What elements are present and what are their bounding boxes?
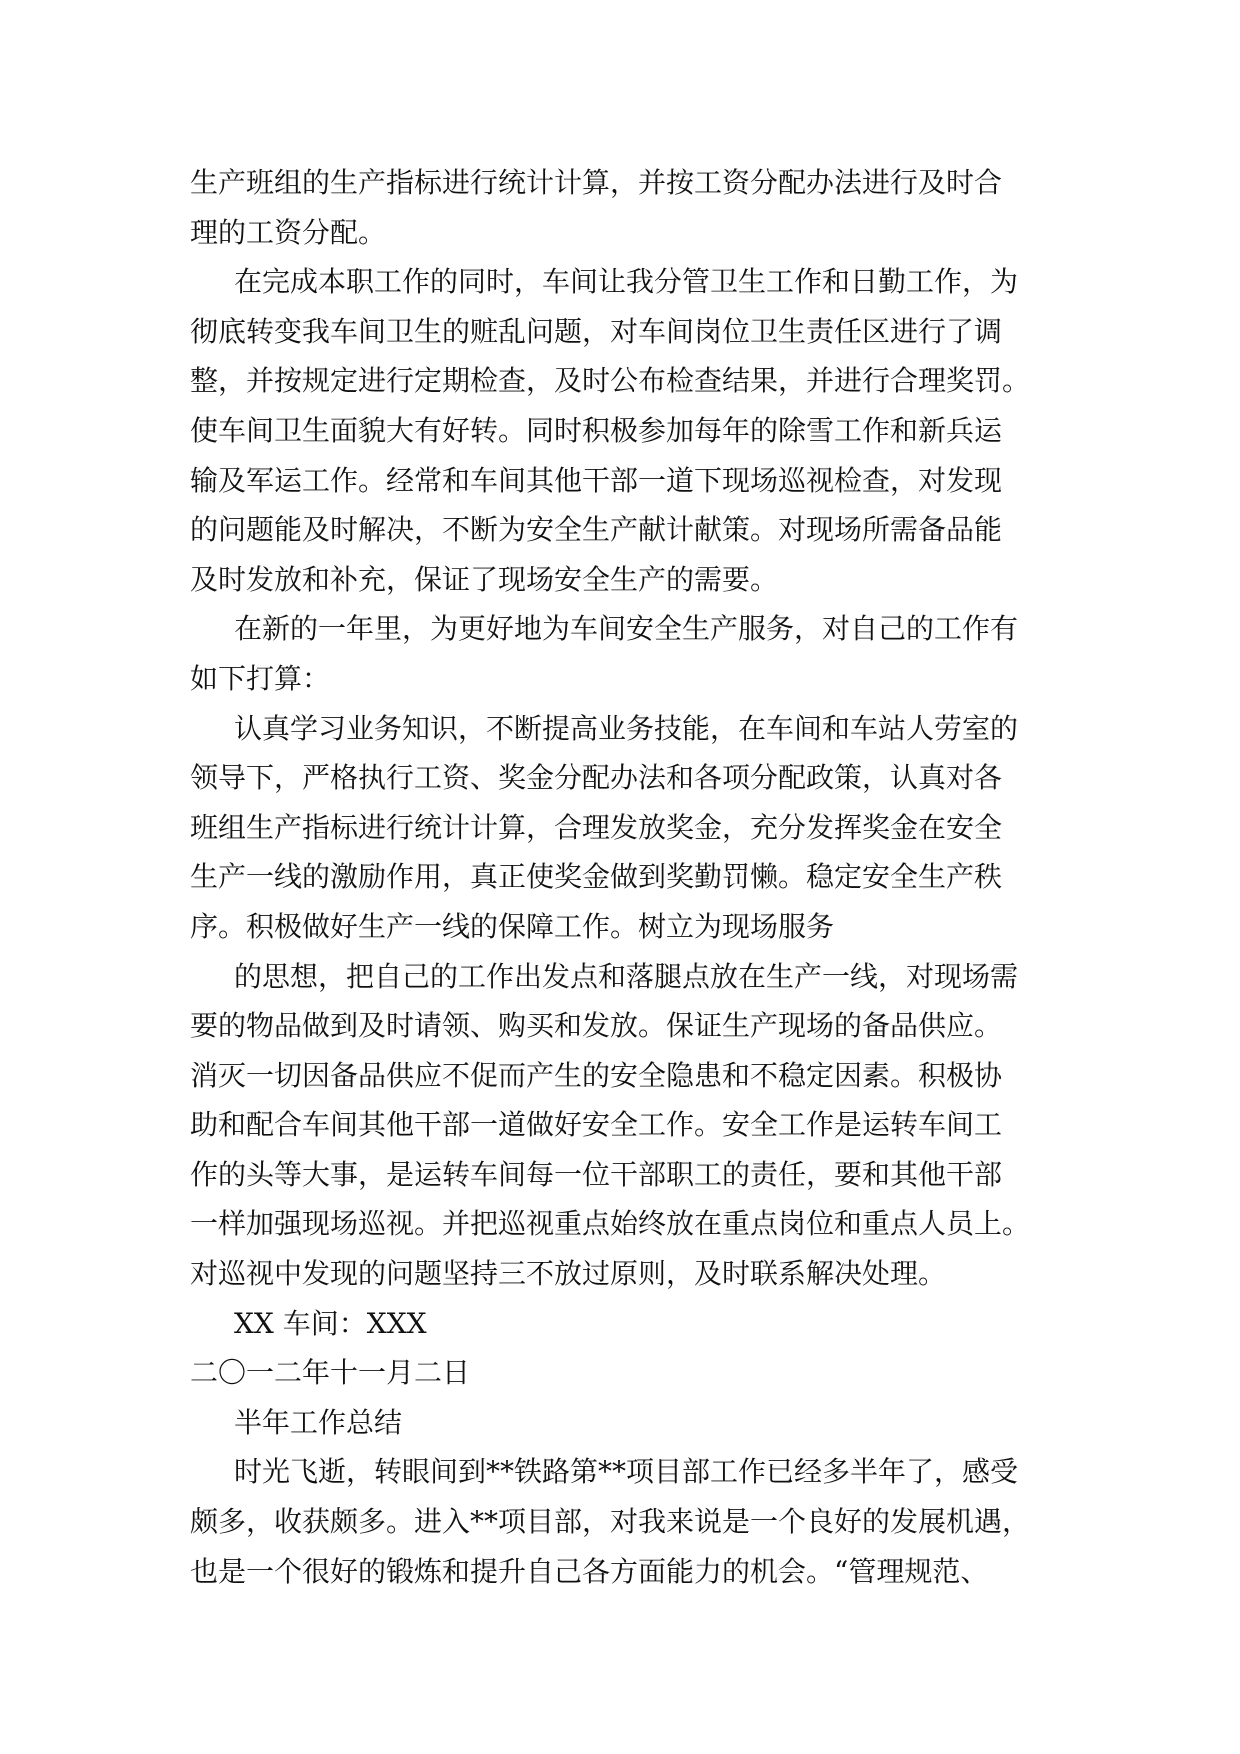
text-line: 时光飞逝，转眼间到**铁路第**项目部工作已经多半年了，感受 bbox=[234, 1455, 1019, 1489]
text-line: 在新的一年里，为更好地为车间安全生产服务，对自己的工作有 bbox=[234, 612, 1019, 646]
text-line: 颇多，收获颇多。进入**项目部，对我来说是一个良好的发展机遇， bbox=[190, 1505, 1031, 1539]
text-line: 生产一线的激励作用，真正使奖金做到奖勤罚懒。稳定安全生产秩 bbox=[190, 860, 1003, 894]
text-line: 在完成本职工作的同时，车间让我分管卫生工作和日勤工作，为 bbox=[234, 265, 1019, 299]
text-line: 要的物品做到及时请领、购买和发放。保证生产现场的备品供应。 bbox=[190, 1009, 1003, 1043]
text-line: 彻底转变我车间卫生的赃乱问题，对车间岗位卫生责任区进行了调 bbox=[190, 314, 1003, 348]
text-line: 使车间卫生面貌大有好转。同时积极参加每年的除雪工作和新兵运 bbox=[190, 413, 1003, 447]
text-line: 认真学习业务知识，不断提高业务技能，在车间和车站人劳室的 bbox=[234, 711, 1019, 745]
text-line: 生产班组的生产指标进行统计计算，并按工资分配办法进行及时合 bbox=[190, 166, 1003, 199]
document-body bbox=[190, 158, 1060, 1596]
text-line: 一样加强现场巡视。并把巡视重点始终放在重点岗位和重点人员上。 bbox=[190, 1207, 1031, 1241]
text-line: 的思想，把自己的工作出发点和落腿点放在生产一线，对现场需 bbox=[234, 959, 1019, 993]
text-line: 作的头等大事，是运转车间每一位干部职工的责任，要和其他干部 bbox=[190, 1157, 1003, 1191]
text-line: 及时发放和补充，保证了现场安全生产的需要。 bbox=[190, 562, 779, 596]
text-line: 的问题能及时解决，不断为安全生产献计献策。对现场所需备品能 bbox=[190, 513, 1003, 547]
text-line: 消灭一切因备品供应不促而产生的安全隐患和不稳定因素。积极协 bbox=[190, 1058, 1003, 1092]
text-line: 整，并按规定进行定期检查，及时公布检查结果，并进行合理奖罚。 bbox=[190, 364, 1031, 398]
text-line: 对巡视中发现的问题坚持三不放过原则，及时联系解决处理。 bbox=[190, 1257, 947, 1291]
text-line: 输及军运工作。经常和车间其他干部一道下现场巡视检查，对发现 bbox=[190, 463, 1003, 497]
text-line: 如下打算： bbox=[190, 661, 331, 695]
text-line: 半年工作总结 bbox=[234, 1405, 403, 1439]
text-line: 助和配合车间其他干部一道做好安全工作。安全工作是运转车间工 bbox=[190, 1108, 1003, 1142]
text-line: XX 车间：XXX bbox=[234, 1306, 427, 1340]
text-line: 序。积极做好生产一线的保障工作。树立为现场服务 bbox=[190, 909, 835, 943]
text-line: 二〇一二年十一月二日 bbox=[190, 1356, 471, 1390]
text-line: 理的工资分配。 bbox=[190, 215, 387, 249]
text-line: 也是一个很好的锻炼和提升自己各方面能力的机会。“管理规范、 bbox=[190, 1554, 989, 1588]
text-line: 领导下，严格执行工资、奖金分配办法和各项分配政策，认真对各 bbox=[190, 761, 1003, 795]
text-line: 班组生产指标进行统计计算，合理发放奖金，充分发挥奖金在安全 bbox=[190, 810, 1003, 844]
